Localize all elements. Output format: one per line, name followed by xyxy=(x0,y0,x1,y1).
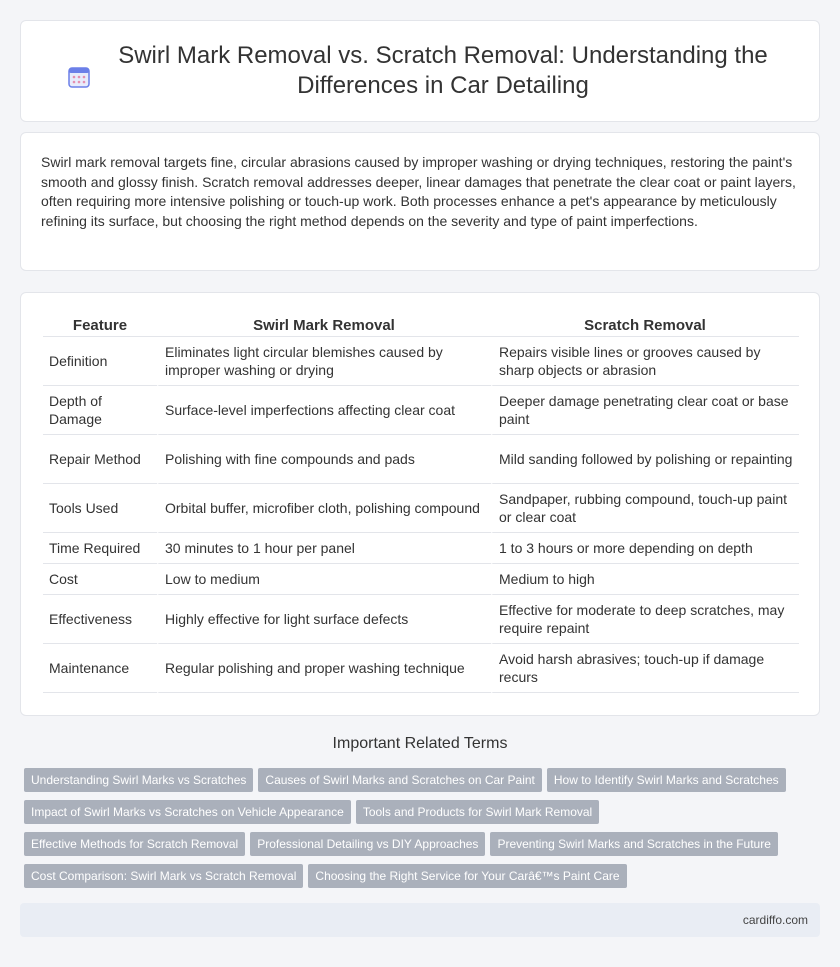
table-header-row xyxy=(43,311,799,337)
cell-scratch: 1 to 3 hours or more depending on depth xyxy=(491,533,799,564)
related-terms-list xyxy=(24,768,816,896)
cell-scratch: Mild sanding followed by polishing or repainting xyxy=(491,435,799,484)
title-wrap xyxy=(60,41,780,101)
cell-swirl: Eliminates light circular blemishes caused by improper washing or drying xyxy=(157,337,491,386)
related-terms-heading: Important Related Terms xyxy=(332,735,508,752)
cell-feature: Tools Used xyxy=(43,484,157,533)
cell-feature: Cost xyxy=(43,564,157,595)
related-term-tag[interactable]: Preventing Swirl Marks and Scratches in the Future xyxy=(490,832,777,856)
table-row xyxy=(43,533,799,564)
related-term-tag[interactable]: Causes of Swirl Marks and Scratches on Car Paint xyxy=(258,768,541,792)
cell-feature: Effectiveness xyxy=(43,595,157,644)
cell-scratch: Effective for moderate to deep scratches, may require repaint xyxy=(491,595,799,644)
cell-swirl: Surface-level imperfections affecting clear coat xyxy=(157,386,491,435)
related-term-tag[interactable]: Tools and Products for Swirl Mark Removal xyxy=(356,800,599,824)
footer xyxy=(20,903,820,937)
related-term-tag[interactable]: Effective Methods for Scratch Removal xyxy=(24,832,245,856)
cell-feature: Time Required xyxy=(43,533,157,564)
table-row xyxy=(43,644,799,693)
cell-swirl: Regular polishing and proper washing technique xyxy=(157,644,491,693)
comparison-table xyxy=(43,311,799,693)
related-term-tag[interactable]: Impact of Swirl Marks vs Scratches on Vehicle Appearance xyxy=(24,800,351,824)
table-row xyxy=(43,435,799,484)
related-term-tag[interactable]: Understanding Swirl Marks vs Scratches xyxy=(24,768,253,792)
table-row xyxy=(43,595,799,644)
related-term-tag[interactable]: How to Identify Swirl Marks and Scratches xyxy=(547,768,786,792)
calendar-icon xyxy=(67,65,91,89)
comparison-card xyxy=(20,292,820,716)
related-term-tag[interactable]: Choosing the Right Service for Your Carâ€™s Paint Care xyxy=(308,864,626,888)
cell-scratch: Medium to high xyxy=(491,564,799,595)
cell-feature: Definition xyxy=(43,337,157,386)
table-row xyxy=(43,337,799,386)
cell-scratch: Deeper damage penetrating clear coat or base paint xyxy=(491,386,799,435)
table-row xyxy=(43,564,799,595)
cell-scratch: Repairs visible lines or grooves caused by sharp objects or abrasion xyxy=(491,337,799,386)
cell-swirl: 30 minutes to 1 hour per panel xyxy=(157,533,491,564)
header-feature: Feature xyxy=(43,311,157,337)
cell-feature: Depth of Damage xyxy=(43,386,157,435)
header-scratch: Scratch Removal xyxy=(491,311,799,337)
footer-site-link[interactable]: cardiffo.com xyxy=(742,913,808,927)
intro-paragraph: Swirl mark removal targets fine, circular abrasions caused by improper washing or drying techniques, restoring the paint's smooth and glossy finish. Scratch removal addresses deeper, linear damages that penetrate the clear coat or paint layers, often requiring more intensive polishing or touch-up work. Both processes enhance a pet's appearance by meticulously refining its surface, but choosing the right method depends on the severity and type of paint imperfections. xyxy=(41,154,796,229)
cell-swirl: Polishing with fine compounds and pads xyxy=(157,435,491,484)
cell-scratch: Sandpaper, rubbing compound, touch-up paint or clear coat xyxy=(491,484,799,533)
page-title: Swirl Mark Removal vs. Scratch Removal: Understanding the Differences in Car Detailing xyxy=(118,42,768,99)
intro-card xyxy=(20,132,820,271)
cell-swirl: Low to medium xyxy=(157,564,491,595)
cell-feature: Repair Method xyxy=(43,435,157,484)
related-term-tag[interactable]: Professional Detailing vs DIY Approaches xyxy=(250,832,485,856)
cell-swirl: Orbital buffer, microfiber cloth, polishing compound xyxy=(157,484,491,533)
cell-scratch: Avoid harsh abrasives; touch-up if damage recurs xyxy=(491,644,799,693)
table-row xyxy=(43,386,799,435)
title-card xyxy=(20,20,820,122)
table-row xyxy=(43,484,799,533)
related-term-tag[interactable]: Cost Comparison: Swirl Mark vs Scratch Removal xyxy=(24,864,303,888)
cell-swirl: Highly effective for light surface defects xyxy=(157,595,491,644)
cell-feature: Maintenance xyxy=(43,644,157,693)
header-swirl: Swirl Mark Removal xyxy=(157,311,491,337)
